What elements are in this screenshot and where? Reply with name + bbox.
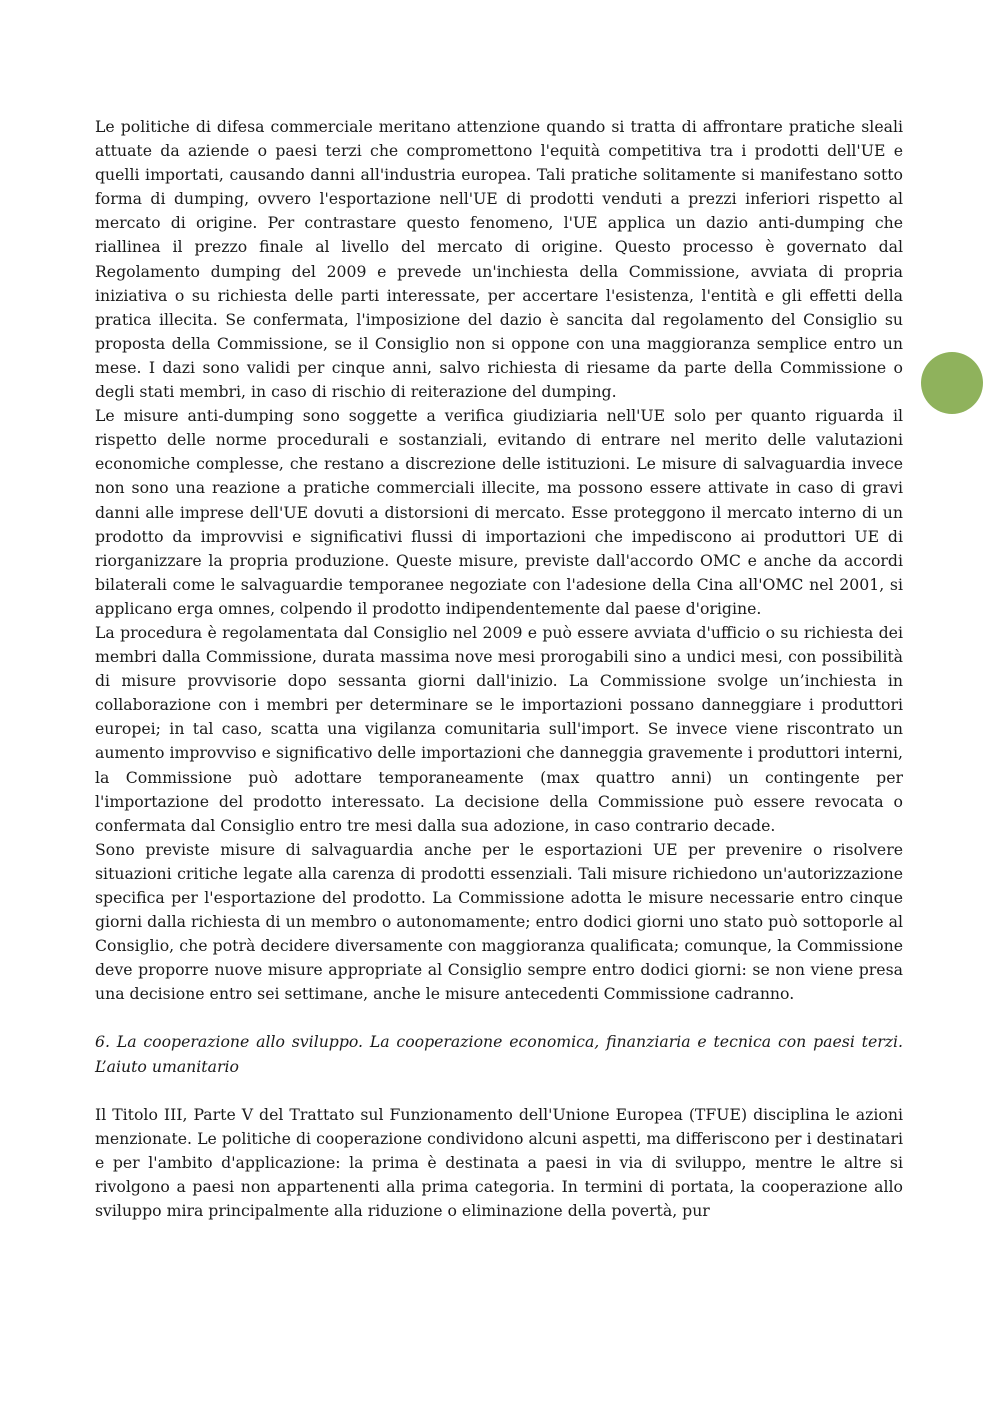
paragraph-export-safeguards: Sono previste misure di salvaguardia anche per le esportazioni UE per prevenire o risolvere situazioni critiche legate alla carenza di prodotti essenziali. Tali misure richiedono un'autorizzazione specifica per l'esportazione del prodotto. La Commissione adotta le misure necessarie entro cinque giorni dalla richiesta di un membro o autonomamente; entro dodici giorni uno stato può sottoporle al Consiglio, che potrà decidere diversamente con maggioranza qualificata; comunque, la Commissione deve proporre nuove misure appropriate al Consiglio sempre entro dodici giorni: se non viene presa una decisione entro sei settimane, anche le misure antecedenti Commissione cadranno. [95,839,903,1004]
paragraph-anti-dumping: Le politiche di difesa commerciale meritano attenzione quando si tratta di affrontare pratiche sleali attuate da aziende o paesi terzi che compromettono l'equità competitiva tra i prodotti dell'UE e quelli importati, causando danni all'industria europea. Tali pratiche solitamente si manifestano sotto forma di dumping, ovvero l'esportazione nell'UE di prodotti venduti a prezzi inferiori rispetto al mercato di origine. Per contrastare questo fenomeno, l'UE applica un dazio anti-dumping che riallinea il prezzo finale al livello del mercato di origine. Questo processo è governato dal Regolamento dumping del 2009 e prevede un'inchiesta della Commissione, avviata di propria iniziativa o su richiesta delle parti interessate, per accertare l'esistenza, l'entità e gli effetti della pratica illecita. Se confermata, l'imposizione del dazio è sancita dal regolamento del Consiglio su proposta della Commissione, se il Consiglio non si oppone con una maggioranza semplice entro un mese. I dazi sono validi per cinque anni, salvo richiesta di riesame da parte della Commissione o degli stati membri, in caso di rischio di reiterazione del dumping. [95,117,903,402]
paragraph-safeguard-procedure: La procedura è regolamentata dal Consiglio nel 2009 e può essere avviata d'ufficio o su richiesta dei membri dalla Commissione, durata massima nove mesi prorogabili sino a undici mesi, con possibilità di misure provvisorie dopo sessanta giorni dall'inizio. La Commissione svolge un’inchiesta in collaborazione con i membri per determinare se le importazioni possano danneggiare i produttori europei; in tal caso, scatta una vigilanza comunitaria sull'import. Se invece viene riscontrato un aumento improvviso e significativo delle importazioni che danneggia gravemente i produttori interni, la Commissione può adottare temporaneamente (max quattro anni) un contingente per l'importazione del prodotto interessato. La decisione della Commissione può essere revocata o confermata dal Consiglio entro tre mesi dalla sua adozione, in caso contrario decade. [95,622,903,835]
green-circle-marker [921,352,983,414]
paragraph-cooperation: Il Titolo III, Parte V del Trattato sul Funzionamento dell'Unione Europea (TFUE) disciplina le azioni menzionate. Le politiche di cooperazione condividono alcuni aspetti, ma differiscono per i destinatari e per l'ambito d'applicazione: la prima è destinata a paesi in via di sviluppo, mentre le altre si rivolgono a paesi non appartenenti alla prima categoria. In termini di portata, la cooperazione allo sviluppo mira principalmente alla riduzione o eliminazione della povertà, pur [95,1104,903,1221]
paragraph-safeguard-measures: Le misure anti-dumping sono soggette a verifica giudiziaria nell'UE solo per quanto riguarda il rispetto delle norme procedurali e sostanziali, evitando di entrare nel merito delle valutazioni economiche complesse, che restano a discrezione delle istituzioni. Le misure di salvaguardia invece non sono una reazione a pratiche commerciali illecite, ma possono essere attivate in caso di gravi danni alle imprese dell'UE dovuti a distorsioni di mercato. Esse proteggono il mercato interno di un prodotto da improvvisi e significativi flussi di importazioni che impediscono ai produttori UE di riorganizzare la propria produzione. Queste misure, previste dall'accordo OMC e anche da accordi bilaterali come le salvaguardie temporanee negoziate con l'adesione della Cina all'OMC nel 2001, si applicano erga omnes, colpendo il prodotto indipendentemente dal paese d'origine. [95,406,903,618]
page-body [95,115,903,1223]
section-heading: 6. La cooperazione allo sviluppo. La cooperazione economica, finanziaria e tecnica con paesi terzi. L’aiuto umanitario [95,1032,903,1076]
